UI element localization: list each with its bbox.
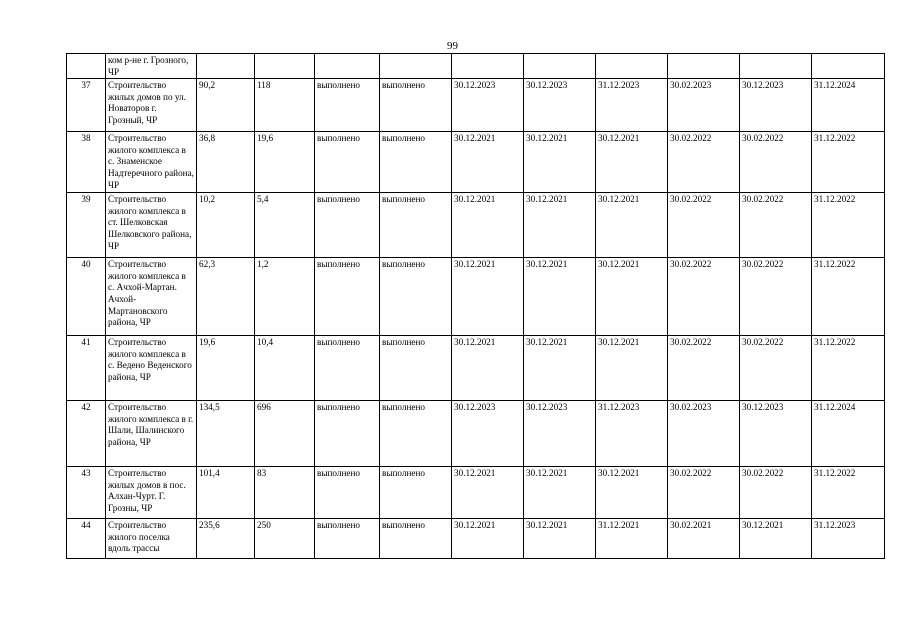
cell-s2: выполнено xyxy=(380,258,452,336)
cell-d2: 30.12.2023 xyxy=(524,79,596,132)
cell-d5: 30.12.2021 xyxy=(740,519,812,559)
cell-d3: 30.12.2021 xyxy=(596,258,668,336)
cell-d2: 30.12.2023 xyxy=(524,401,596,467)
cell-d6: 31.12.2024 xyxy=(812,401,885,467)
cell-s1: выполнено xyxy=(315,132,380,193)
cell-v1: 101,4 xyxy=(197,467,255,519)
table-row xyxy=(67,193,885,258)
cell-d3: 30.12.2021 xyxy=(596,193,668,258)
cell-d5: 30.02.2022 xyxy=(740,258,812,336)
cell-v2: 10,4 xyxy=(255,336,315,401)
cell-v2: 83 xyxy=(255,467,315,519)
cell-d2 xyxy=(524,54,596,79)
cell-d6: 31.12.2022 xyxy=(812,467,885,519)
cell-name: Строительство жилого комплекса в ст. Шелковская Шелковского района, ЧР xyxy=(106,193,197,258)
cell-s1: выполнено xyxy=(315,79,380,132)
cell-d1: 30.12.2021 xyxy=(452,467,524,519)
cell-d6: 31.12.2022 xyxy=(812,336,885,401)
cell-s2: выполнено xyxy=(380,467,452,519)
cell-d5: 30.02.2022 xyxy=(740,467,812,519)
cell-name: Строительство жилого поселка вдоль трассы xyxy=(106,519,197,559)
cell-d3: 30.12.2021 xyxy=(596,336,668,401)
cell-d4: 30.02.2022 xyxy=(668,258,740,336)
cell-d5: 30.12.2023 xyxy=(740,401,812,467)
cell-d6: 31.12.2024 xyxy=(812,79,885,132)
table-row xyxy=(67,132,885,193)
cell-d6: 31.12.2023 xyxy=(812,519,885,559)
cell-s1 xyxy=(315,54,380,79)
cell-d4: 30.02.2022 xyxy=(668,193,740,258)
cell-d1 xyxy=(452,54,524,79)
cell-num: 39 xyxy=(67,193,106,258)
data-table xyxy=(66,53,885,559)
cell-d4: 30.02.2021 xyxy=(668,519,740,559)
cell-d6: 31.12.2022 xyxy=(812,258,885,336)
table-row xyxy=(67,467,885,519)
cell-v1: 36,8 xyxy=(197,132,255,193)
cell-d6: 31.12.2022 xyxy=(812,132,885,193)
cell-d5: 30.02.2022 xyxy=(740,336,812,401)
cell-d3: 30.12.2021 xyxy=(596,132,668,193)
cell-v1: 10,2 xyxy=(197,193,255,258)
cell-v2: 19,6 xyxy=(255,132,315,193)
cell-v2: 1,2 xyxy=(255,258,315,336)
cell-d3: 31.12.2021 xyxy=(596,519,668,559)
cell-v2 xyxy=(255,54,315,79)
cell-d1: 30.12.2021 xyxy=(452,258,524,336)
cell-v1: 90,2 xyxy=(197,79,255,132)
cell-s1: выполнено xyxy=(315,467,380,519)
cell-s1: выполнено xyxy=(315,193,380,258)
cell-d1: 30.12.2023 xyxy=(452,401,524,467)
cell-s2: выполнено xyxy=(380,519,452,559)
cell-s2: выполнено xyxy=(380,336,452,401)
cell-d1: 30.12.2023 xyxy=(452,79,524,132)
cell-s2: выполнено xyxy=(380,401,452,467)
table-body xyxy=(67,54,885,559)
cell-d1: 30.12.2021 xyxy=(452,336,524,401)
cell-d5: 30.02.2022 xyxy=(740,132,812,193)
cell-d6 xyxy=(812,54,885,79)
cell-num: 43 xyxy=(67,467,106,519)
cell-d6: 31.12.2022 xyxy=(812,193,885,258)
cell-s2: выполнено xyxy=(380,79,452,132)
cell-v2: 118 xyxy=(255,79,315,132)
table-row xyxy=(67,519,885,559)
cell-d2: 30.12.2021 xyxy=(524,193,596,258)
cell-s2: выполнено xyxy=(380,193,452,258)
cell-v2: 250 xyxy=(255,519,315,559)
cell-d3: 31.12.2023 xyxy=(596,79,668,132)
cell-v1: 19,6 xyxy=(197,336,255,401)
cell-num: 42 xyxy=(67,401,106,467)
cell-d5: 30.02.2022 xyxy=(740,193,812,258)
cell-s2 xyxy=(380,54,452,79)
cell-num: 44 xyxy=(67,519,106,559)
page-number: 99 xyxy=(447,40,458,52)
cell-name: Строительство жилого комплекса в г. Шали, Шалинского района, ЧР xyxy=(106,401,197,467)
cell-name: Строительство жилых домов по ул. Новаторов г. Грозный, ЧР xyxy=(106,79,197,132)
cell-name: Строительство жилого комплекса в с. Ачхой-Мартан. Ачхой-Мартановского района, ЧР xyxy=(106,258,197,336)
cell-d2: 30.12.2021 xyxy=(524,336,596,401)
cell-name: Строительство жилых домов в пос. Алхан-Чурт. Г. Грозны, ЧР xyxy=(106,467,197,519)
cell-name: Строительство жилого комплекса в с. Ведено Веденского района, ЧР xyxy=(106,336,197,401)
table-row xyxy=(67,79,885,132)
cell-v2: 696 xyxy=(255,401,315,467)
cell-v2: 5,4 xyxy=(255,193,315,258)
cell-d5: 30.12.2023 xyxy=(740,79,812,132)
cell-d3: 31.12.2023 xyxy=(596,401,668,467)
cell-v1: 235,6 xyxy=(197,519,255,559)
cell-d1: 30.12.2021 xyxy=(452,132,524,193)
cell-num xyxy=(67,54,106,79)
table-row xyxy=(67,401,885,467)
cell-s1: выполнено xyxy=(315,519,380,559)
cell-d1: 30.12.2021 xyxy=(452,193,524,258)
cell-v1: 134,5 xyxy=(197,401,255,467)
table-row xyxy=(67,258,885,336)
cell-d2: 30.12.2021 xyxy=(524,132,596,193)
cell-num: 40 xyxy=(67,258,106,336)
cell-num: 38 xyxy=(67,132,106,193)
cell-s1: выполнено xyxy=(315,258,380,336)
cell-d4: 30.02.2022 xyxy=(668,467,740,519)
cell-d1: 30.12.2021 xyxy=(452,519,524,559)
cell-d2: 30.12.2021 xyxy=(524,258,596,336)
table-row-continuation xyxy=(67,54,885,79)
cell-d4: 30.02.2022 xyxy=(668,336,740,401)
table-row xyxy=(67,336,885,401)
cell-d3 xyxy=(596,54,668,79)
cell-d2: 30.12.2021 xyxy=(524,519,596,559)
cell-v1: 62,3 xyxy=(197,258,255,336)
cell-d2: 30.12.2021 xyxy=(524,467,596,519)
cell-name: ком р-не г. Грозного, ЧР xyxy=(106,54,197,79)
cell-d4: 30.02.2023 xyxy=(668,79,740,132)
cell-s1: выполнено xyxy=(315,336,380,401)
cell-d5 xyxy=(740,54,812,79)
cell-d4: 30.02.2023 xyxy=(668,401,740,467)
cell-num: 41 xyxy=(67,336,106,401)
cell-d3: 30.12.2021 xyxy=(596,467,668,519)
cell-d4 xyxy=(668,54,740,79)
cell-d4: 30.02.2022 xyxy=(668,132,740,193)
cell-name: Строительство жилого комплекса в с. Знаменское Надтеречного района, ЧР xyxy=(106,132,197,193)
cell-num: 37 xyxy=(67,79,106,132)
cell-v1 xyxy=(197,54,255,79)
cell-s1: выполнено xyxy=(315,401,380,467)
cell-s2: выполнено xyxy=(380,132,452,193)
